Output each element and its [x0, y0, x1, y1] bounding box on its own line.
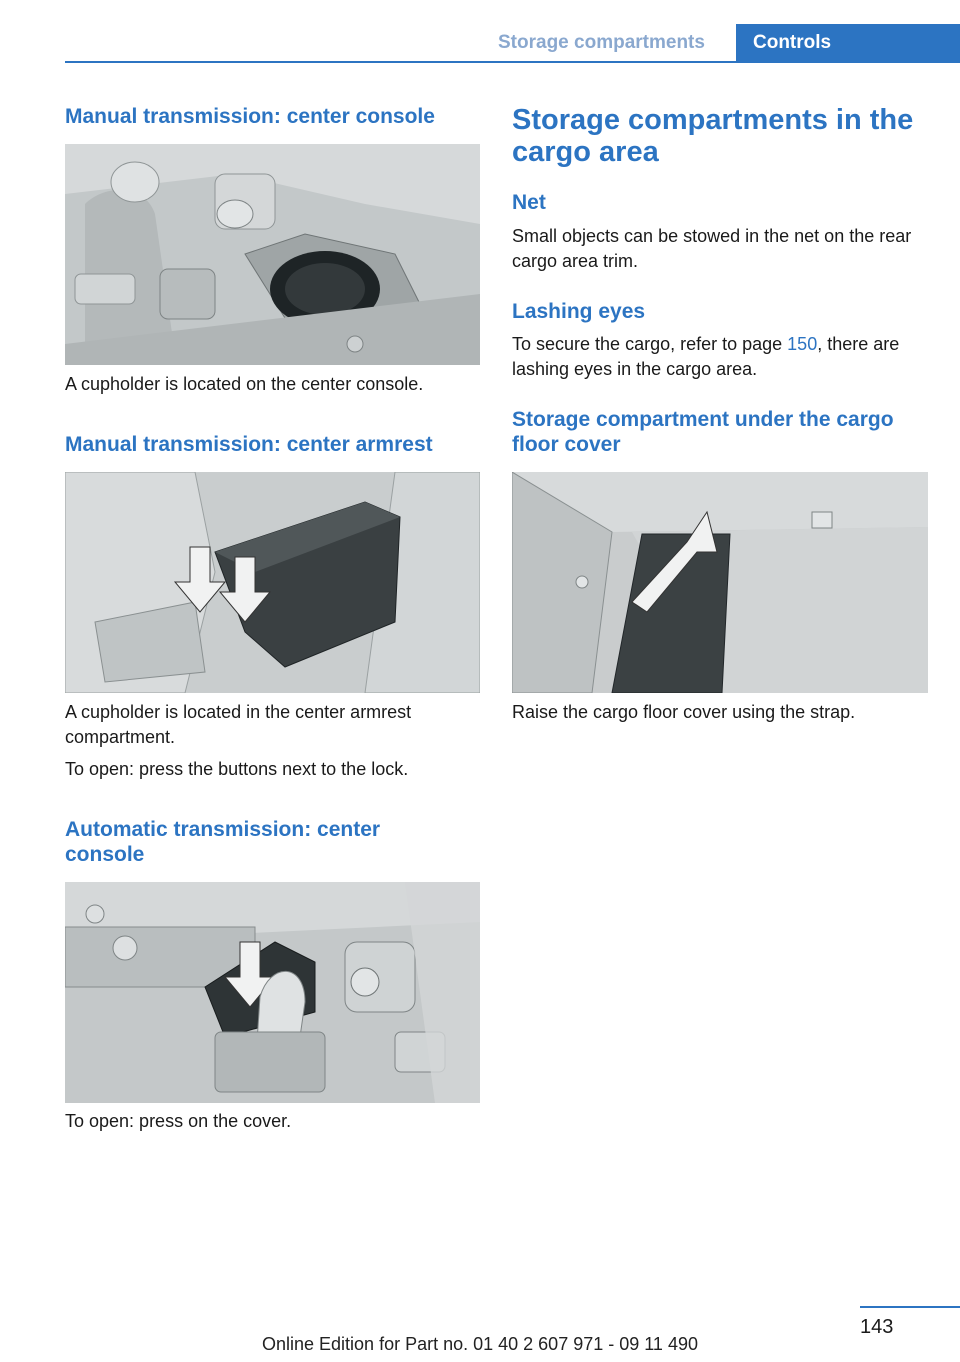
heading-cargo-area: Storage compartments in the cargo area — [512, 104, 914, 168]
caption-center-console: A cupholder is located on the center console. — [65, 374, 424, 394]
center-armrest-illustration — [65, 472, 480, 693]
figure-center-armrest — [65, 472, 480, 693]
footer-edition: Online Edition for Part no. 01 40 2 607 971 - 09 11 490 — [262, 1334, 698, 1354]
figure-under-floor — [512, 472, 928, 693]
cargo-floor-illustration — [512, 472, 928, 693]
auto-console-illustration — [65, 882, 480, 1103]
header-chapter-tab: Controls — [736, 24, 960, 62]
text-lashing-eyes: To secure the cargo, refer to page 150, there are lashing eyes in the cargo area. — [512, 334, 900, 379]
heading-center-console: Manual transmission: center console — [65, 105, 435, 128]
heading-center-armrest: Manual transmission: center armrest — [65, 433, 433, 456]
caption-armrest-2: To open: press the buttons next to the lock. — [65, 759, 409, 779]
heading-lashing-eyes: Lashing eyes — [512, 300, 646, 323]
heading-auto-console: Automatic transmission: center console — [65, 818, 381, 866]
text-net: Small objects can be stowed in the net on the rear cargo area trim. — [512, 226, 912, 271]
page-link-150[interactable]: 150 — [787, 334, 818, 354]
figure-auto-console — [65, 882, 480, 1103]
caption-under-floor: Raise the cargo floor cover using the strap. — [512, 702, 856, 722]
page-number-rule — [860, 1306, 960, 1308]
caption-auto-console: To open: press on the cover. — [65, 1111, 292, 1131]
heading-net: Net — [512, 191, 546, 214]
caption-armrest-1: A cupholder is located in the center armrest compartment. — [65, 702, 412, 747]
header-section-title: Storage compartments — [498, 32, 705, 53]
figure-center-console — [65, 144, 480, 365]
heading-under-floor: Storage compartment under the cargo floor cover — [512, 408, 894, 456]
center-console-illustration — [65, 144, 480, 365]
page-number: 143 — [860, 1316, 894, 1338]
